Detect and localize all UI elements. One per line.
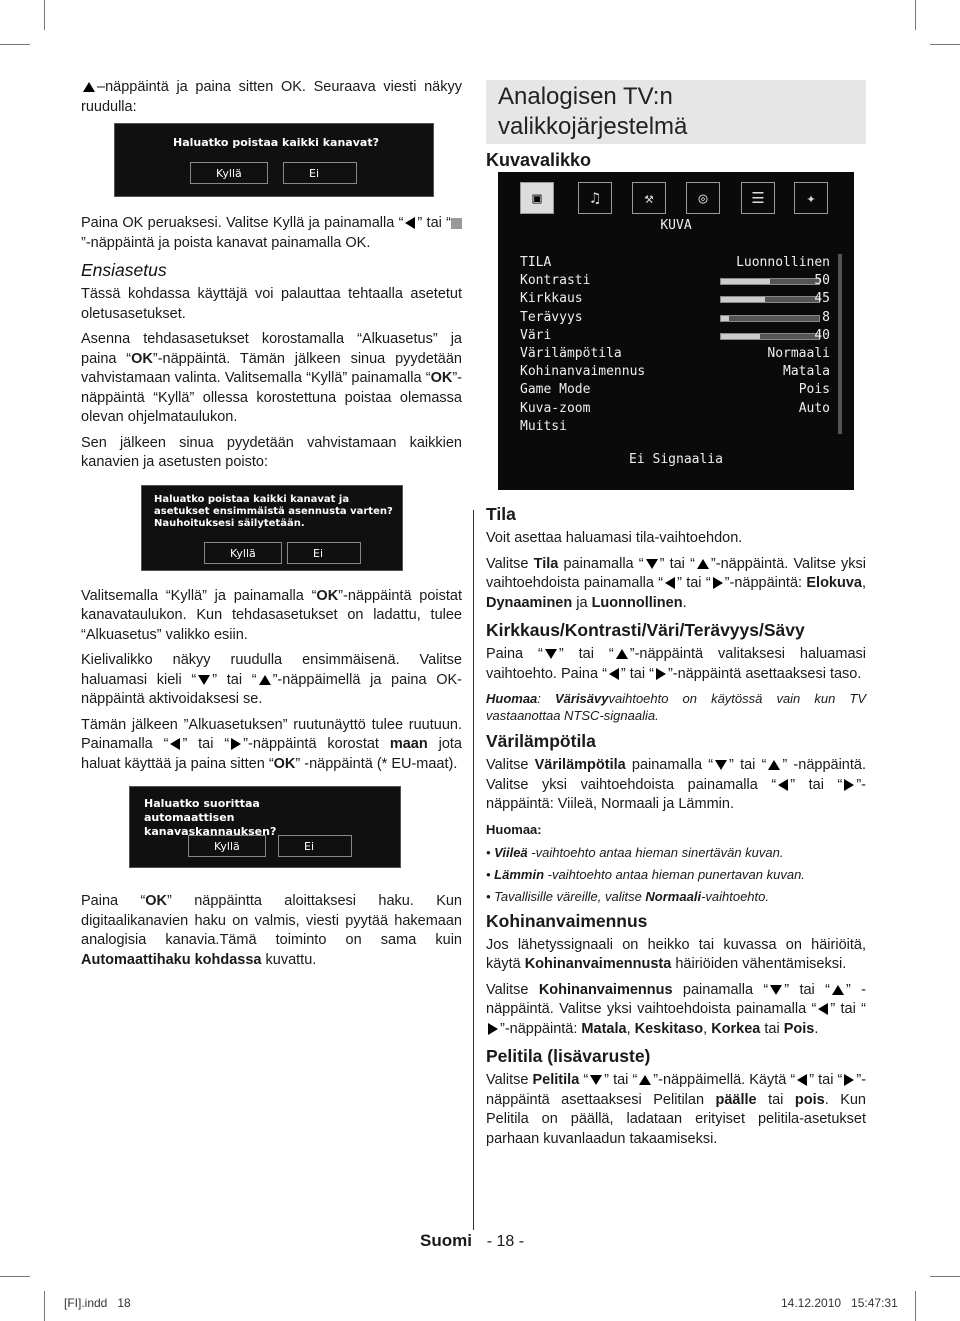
down-arrow-icon <box>646 559 658 569</box>
menu-row[interactable] <box>520 345 830 363</box>
tila-intro: Voit asettaa haluamasi tila-vaihtoehdon. <box>486 530 743 546</box>
scan-paragraph: Paina “OK” näppäintta aloittaksesi haku. Kun digitaalikanavien haku on valmis, viesti pyytää hakemaan analogisia kanavia.Tämä toiminto on sama kuin Automaattihaku kohdassa kuvattu. <box>81 893 463 968</box>
level-bar[interactable] <box>720 315 820 322</box>
no-button[interactable]: Ei <box>278 835 352 857</box>
heading-varilampotila: Värilämpötila <box>486 731 596 751</box>
kohina-instructions: Valitse Kohinanvaimennus painamalla “ ” tai “ ” -näppäintä. Valitse yksi vaihtoehdoista painamalla “ ” tai “”-näppäintä: Matala, Keskitaso, Korkea tai Pois. <box>486 981 867 1037</box>
dialog-title: Haluatko poistaa kaikki kanavat ja asetukset ensimmäistä asennusta varten? Nauhoituksesi säilytetään. <box>154 493 393 529</box>
level-bar-fill <box>721 316 729 321</box>
camera-icon[interactable]: ▣ <box>520 182 554 214</box>
down-arrow-icon <box>715 760 727 770</box>
no-signal-status: Ei Signaalia <box>629 452 723 467</box>
language-label: Suomi <box>420 1231 472 1250</box>
level-bar[interactable] <box>720 278 820 285</box>
left-arrow-icon <box>797 1074 807 1086</box>
menu-row-label: Kontrasti <box>520 273 591 289</box>
menu-scrollbar <box>838 254 842 434</box>
ntsc-note: Huomaa: Värisävyvaihtoehto on käytössä vain kun TV vastaanottaa NTSC-signaalia. <box>486 691 866 723</box>
print-file-info: [FI].indd 18 <box>64 1296 131 1310</box>
yes-button[interactable]: Kyllä <box>190 162 268 184</box>
menu-row-label: Kohinanvaimennus <box>520 364 646 380</box>
no-button[interactable]: Ei <box>287 542 361 564</box>
menu-row-label: Kuva-zoom <box>520 400 591 416</box>
yes-button[interactable]: Kyllä <box>204 542 282 564</box>
disc-icon[interactable]: ◎ <box>686 182 720 214</box>
menu-row[interactable] <box>520 309 830 327</box>
auto-scan-dialog <box>129 786 401 868</box>
level-bar-fill <box>721 279 770 284</box>
menu-row-value: 40 <box>814 327 830 343</box>
yes-button[interactable]: Kyllä <box>188 835 266 857</box>
menu-row-label: Värilämpötila <box>520 346 622 361</box>
down-arrow-icon <box>198 675 210 685</box>
bullet-viilea: • Viileä -vaihtoehto antaa hieman sinertävän kuvan. <box>486 844 784 860</box>
bullet-lammin: • Lämmin -vaihtoehto antaa hieman punertavan kuvan. <box>486 866 805 882</box>
huomaa-label: Huomaa: <box>486 821 542 837</box>
ensiasetus-instructions: Asenna tehdasasetukset korostamalla “Alkuasetus” ja paina “OK”-näppäintä. Tämän jälkeen sinua pyydetään vahvistamaan valinta. Valitsemalla “Kyllä” painamalla “OK”-näppäintä “Kyllä” ollessa korostettuna poistaa olemassa olevan ohjelmataulukon. <box>81 331 462 425</box>
left-arrow-icon <box>665 577 675 589</box>
menu-row[interactable] <box>520 327 830 345</box>
select-yes-paragraph: Valitsemalla “Kyllä” ja painamalla “OK”-näppäintä poistat kanavataulukon. Kun tehdasasetukset on ladattu, tulee “Alkuasetus” valikko esiin. <box>81 587 462 643</box>
left-arrow-icon <box>818 1003 828 1015</box>
delete-channels-dialog <box>114 123 434 197</box>
picture-menu-screenshot <box>498 172 854 490</box>
ensiasetus-intro: Tässä kohdassa käyttäjä voi palauttaa tehtaalla asetetut oletusasetukset. <box>81 286 462 322</box>
bullet-normaali: • Tavallisille väreille, valitse Normaali-vaihtoehto. <box>486 888 769 904</box>
heading-pelitila: Pelitila (lisävaruste) <box>486 1046 651 1066</box>
menu-row[interactable] <box>520 363 830 381</box>
right-arrow-icon <box>656 668 666 680</box>
left-arrow-icon <box>778 779 788 791</box>
menu-row-label: Terävyys <box>520 309 583 325</box>
satellite-icon[interactable]: ✦ <box>794 182 828 214</box>
down-arrow-icon <box>545 649 557 659</box>
right-arrow-icon <box>713 577 723 589</box>
menu-row-value: Luonnollinen <box>736 255 830 270</box>
menu-row-value: Matala <box>783 364 830 380</box>
music-icon[interactable]: ♫ <box>578 182 612 214</box>
level-bar[interactable] <box>720 296 820 303</box>
page-footer <box>420 1231 524 1251</box>
delete-button-icon <box>451 218 462 229</box>
tila-instructions: Valitse Tila painamalla “ ” tai “ ”-näppäintä. Valitse yksi vaihtoehdoista painamalla “ ” tai “ ”-näppäintä: Elokuva, Dynaaminen ja Luonnollinen. <box>486 555 867 611</box>
menu-row-label: Kirkkaus <box>520 291 583 307</box>
menu-row[interactable] <box>520 290 830 308</box>
left-column <box>81 78 462 976</box>
tools-icon[interactable]: ⚒ <box>632 182 666 214</box>
section-title: Analogisen TV:n valikkojärjestelmä <box>486 80 866 144</box>
up-arrow-icon <box>616 649 628 659</box>
menu-row-value: Normaali <box>767 346 830 361</box>
kirkkaus-instructions: Paina “ ” tai “ ”-näppäintä valitaksesi haluamasi vaihtoehto. Paina “ ” tai “ ”-näppäintä asettaaksesi taso. <box>486 646 866 682</box>
menu-row-value: Auto <box>798 400 830 416</box>
print-date-info: 14.12.2010 15:47:31 <box>781 1296 898 1310</box>
menu-row[interactable] <box>520 254 830 272</box>
delete-all-settings-dialog <box>141 485 403 571</box>
dialog-title: Haluatko poistaa kaikki kanavat? <box>173 136 379 149</box>
confirm-paragraph: Sen jälkeen sinua pyydetään vahvistamaan kaikkien kanavien ja asetusten poisto: <box>81 434 462 470</box>
left-arrow-icon <box>170 738 180 750</box>
varilampotila-instructions: Valitse Värilämpötila painamalla “ ” tai “ ” -näppäintä. Valitse yksi vaihtoehdoista painamalla “ ” tai “ ”-näppäintä: Viileä, Normaali ja Lämmin. <box>486 757 866 812</box>
up-arrow-icon <box>768 760 780 770</box>
up-arrow-icon <box>259 675 271 685</box>
menu-row-label: Väri <box>520 327 552 343</box>
list-icon[interactable]: ☰ <box>741 182 775 214</box>
level-bar-fill <box>721 334 760 339</box>
menu-row-label: Muitsi <box>520 418 567 434</box>
menu-row-value: 50 <box>814 273 830 289</box>
language-paragraph: Kielivalikko näkyy ruudulla ensimmäisenä. Valitse haluamasi kieli “ ” tai “ ”-näppäimellä ja paina OK-näppäintä aktivoidaksesi se. <box>81 652 462 707</box>
level-bar[interactable] <box>720 333 820 340</box>
down-arrow-icon <box>770 985 782 995</box>
right-arrow-icon <box>488 1023 498 1035</box>
intro-paragraph: –näppäintä ja paina sitten OK. Seuraava viesti näkyy ruudulla: <box>81 79 462 115</box>
menu-row-label: Game Mode <box>520 382 591 398</box>
right-arrow-icon <box>844 779 854 791</box>
heading-kohinanvaimennus: Kohinanvaimennus <box>486 910 648 931</box>
left-arrow-icon <box>609 668 619 680</box>
heading-kirkkaus: Kirkkaus/Kontrasti/Väri/Terävyys/Sävy <box>486 620 805 640</box>
level-bar-fill <box>721 297 765 302</box>
menu-row-value: 45 <box>814 291 830 307</box>
menu-row[interactable] <box>520 418 830 436</box>
heading-ensiasetus: Ensiasetus <box>81 260 167 280</box>
up-arrow-icon <box>832 985 844 995</box>
menu-row-label: TILA <box>520 255 552 270</box>
right-column <box>486 503 866 1155</box>
menu-row-value: Pois <box>798 382 830 398</box>
menu-row[interactable] <box>520 400 830 418</box>
section-subtitle: Kuvavalikko <box>486 150 592 170</box>
dialog-title: Haluatko suorittaa automaattisen kanavaskannauksen? <box>144 797 277 838</box>
cancel-paragraph: Paina OK peruaksesi. Valitse Kyllä ja painamalla “ ” tai “”-näppäintä ja poista kanavat painamalla OK. <box>81 214 462 253</box>
page-number: - 18 - <box>486 1233 525 1250</box>
pelitila-instructions: Valitse Pelitila “ ” tai “ ”-näppäimellä. Käytä “ ” tai “ ”-näppäintä asettaaksesi Pelitilan päälle tai pois. Kun Pelitila on päällä, ladataan erityiset pelitila-asetukset parhaan kuvanlaadun takaamiseksi. <box>486 1072 867 1147</box>
menu-row-value: 8 <box>822 309 830 325</box>
right-arrow-icon <box>231 738 241 750</box>
heading-tila: Tila <box>486 504 516 524</box>
kohina-intro: Jos lähetyssignaali on heikko tai kuvassa on häiriöitä, käytä Kohinanvaimennusta häiriöiden vähentämiseksi. <box>486 936 866 972</box>
left-arrow-icon <box>405 217 415 229</box>
menu-row[interactable] <box>520 381 830 399</box>
up-arrow-icon <box>639 1075 651 1085</box>
menu-title: KUVA <box>660 218 692 233</box>
column-divider <box>473 510 474 1230</box>
menu-row[interactable] <box>520 272 830 290</box>
down-arrow-icon <box>590 1075 602 1085</box>
section-header <box>486 80 866 171</box>
up-arrow-icon <box>697 559 709 569</box>
right-arrow-icon <box>844 1074 854 1086</box>
country-paragraph: Tämän jälkeen ”Alkuasetuksen” ruutunäyttö tulee ruutuun. Painamalla “ ” tai “ ”-näppäintä korostat maan jota haluat käyttää ja paina sitten “OK” -näppäintä (* EU-maat). <box>81 716 462 772</box>
no-button[interactable]: Ei <box>283 162 357 184</box>
up-arrow-icon <box>83 82 95 92</box>
